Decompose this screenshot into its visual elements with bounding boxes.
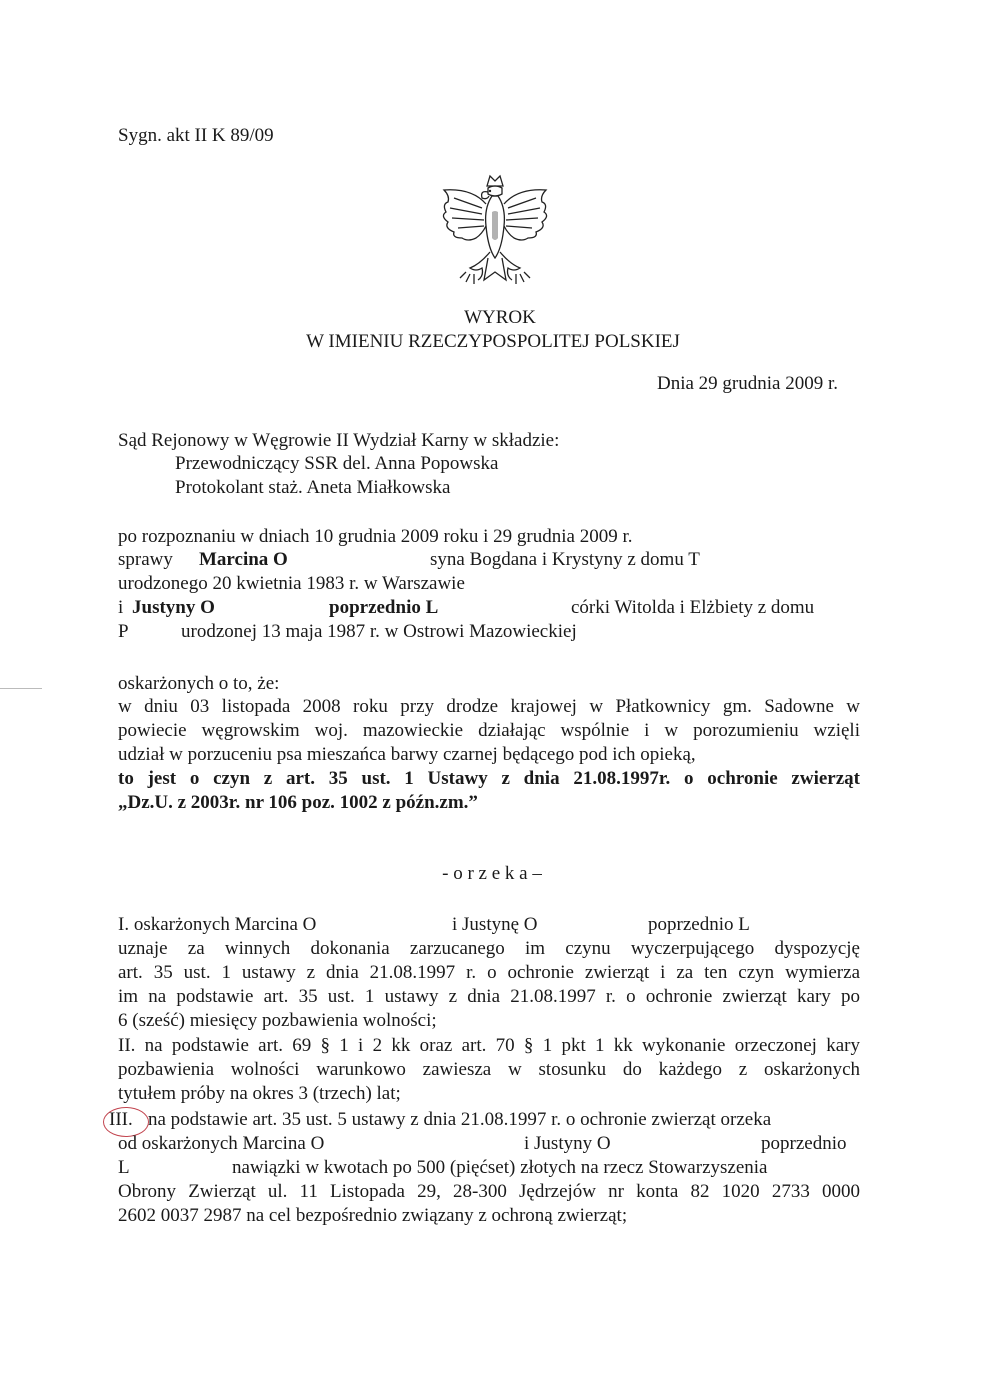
proceedings-dates: po rozpoznaniu w dniach 10 grudnia 2009 roku i 29 grudnia 2009 r. — [118, 526, 633, 547]
defendant-2-birth: urodzonej 13 maja 1987 r. w Ostrowi Mazowieckiej — [181, 621, 577, 642]
ruling-ii-line-2: pozbawienia wolności warunkowo zawiesza w stosunku do każdego z oskarżonych — [118, 1059, 860, 1080]
ruling-iii-defendant-2: i Justyny O — [524, 1133, 611, 1154]
ruling-i-line-2: uznaje za winnych dokonania zarzucanego im czynu wyczerpującego dyspozycję — [118, 938, 860, 959]
ruling-iii-numeral: III. — [109, 1109, 133, 1130]
and-label: i — [118, 597, 124, 618]
ruling-iii-former-initial: L — [118, 1157, 130, 1178]
charges-intro: oskarżonych o to, że: — [118, 673, 280, 694]
charge-line-1: w dniu 03 listopada 2008 roku przy drodze krajowej w Płatkownicy gm. Sadowne w — [118, 696, 860, 717]
court-clerk: Protokolant staż. Aneta Miałkowska — [175, 477, 451, 498]
ruling-iii-formerly: poprzednio — [761, 1133, 847, 1154]
ruling-iii-line-3: nawiązki w kwotach po 500 (pięćset) złotych na rzecz Stowarzyszenia — [232, 1157, 768, 1178]
defendant-2-name: Justyny O — [132, 597, 215, 618]
presiding-judge: Przewodniczący SSR del. Anna Popowska — [175, 453, 499, 474]
ruling-ii-line-1: II. na podstawie art. 69 § 1 i 2 kk oraz art. 70 § 1 pkt 1 kk wykonanie orzeczonej kary — [118, 1035, 860, 1056]
document-subtitle: W IMIENIU RZECZYPOSPOLITEJ POLSKIEJ — [306, 331, 680, 352]
defendant-2-former-name: poprzednio L — [329, 597, 439, 618]
ruling-iii-line-4: Obrony Zwierząt ul. 11 Listopada 29, 28-300 Jędrzejów nr konta 82 1020 2733 0000 — [118, 1181, 860, 1202]
ruling-i-former-name: poprzednio L — [648, 914, 750, 935]
charge-legal-basis: to jest o czyn z art. 35 ust. 1 Ustawy z dnia 21.08.1997r. o ochronie zwierząt — [118, 768, 860, 789]
defendant-2-parents: córki Witolda i Elżbiety z domu — [571, 597, 815, 618]
defendant-1-birth: urodzonego 20 kwietnia 1983 r. w Warszawie — [118, 573, 465, 594]
document-title: WYROK — [464, 307, 536, 328]
ruling-iii-line-5: 2602 0037 2987 na cel bezpośrednio związany z ochroną zwierząt; — [118, 1205, 628, 1226]
defendant-2-maiden-initial: P — [118, 621, 129, 642]
margin-mark — [0, 688, 42, 689]
charge-legal-reference: „Dz.U. z 2003r. nr 106 poz. 1002 z późn.zm.” — [118, 792, 478, 813]
case-of-label: sprawy — [118, 549, 173, 570]
case-number: Sygn. akt II K 89/09 — [118, 125, 274, 146]
ruling-heading: - o r z e k a – — [442, 863, 542, 884]
ruling-i-defendant-1: I. oskarżonych Marcina O — [118, 914, 317, 935]
polish-eagle-emblem — [432, 168, 558, 293]
ruling-i-line-3: art. 35 ust. 1 ustawy z dnia 21.08.1997 r. o ochronie zwierząt i za ten czyn wymierza — [118, 962, 860, 983]
ruling-i-line-5: 6 (sześć) miesięcy pozbawienia wolności; — [118, 1010, 437, 1031]
ruling-i-defendant-2: i Justynę O — [452, 914, 538, 935]
charge-line-2: powiecie węgrowskim woj. mazowieckie działając wspólnie i w porozumieniu wzięli — [118, 720, 860, 741]
ruling-iii-defendant-1: od oskarżonych Marcina O — [118, 1133, 325, 1154]
defendant-1-name: Marcina O — [199, 549, 288, 570]
charge-line-3: udział w porzuceniu psa mieszańca barwy czarnej będącego pod ich opieką, — [118, 744, 696, 765]
ruling-ii-line-3: tytułem próby na okres 3 (trzech) lat; — [118, 1083, 401, 1104]
ruling-i-line-4: im na podstawie art. 35 ust. 1 ustawy z dnia 21.08.1997 r. o ochronie zwierząt kary po — [118, 986, 860, 1007]
document-date: Dnia 29 grudnia 2009 r. — [657, 373, 839, 394]
defendant-1-parents: syna Bogdana i Krystyny z domu T — [430, 549, 700, 570]
ruling-iii-line-1: na podstawie art. 35 ust. 5 ustawy z dnia 21.08.1997 r. o ochronie zwierząt orzeka — [148, 1109, 772, 1130]
court-composition: Sąd Rejonowy w Węgrowie II Wydział Karny w składzie: — [118, 430, 560, 451]
